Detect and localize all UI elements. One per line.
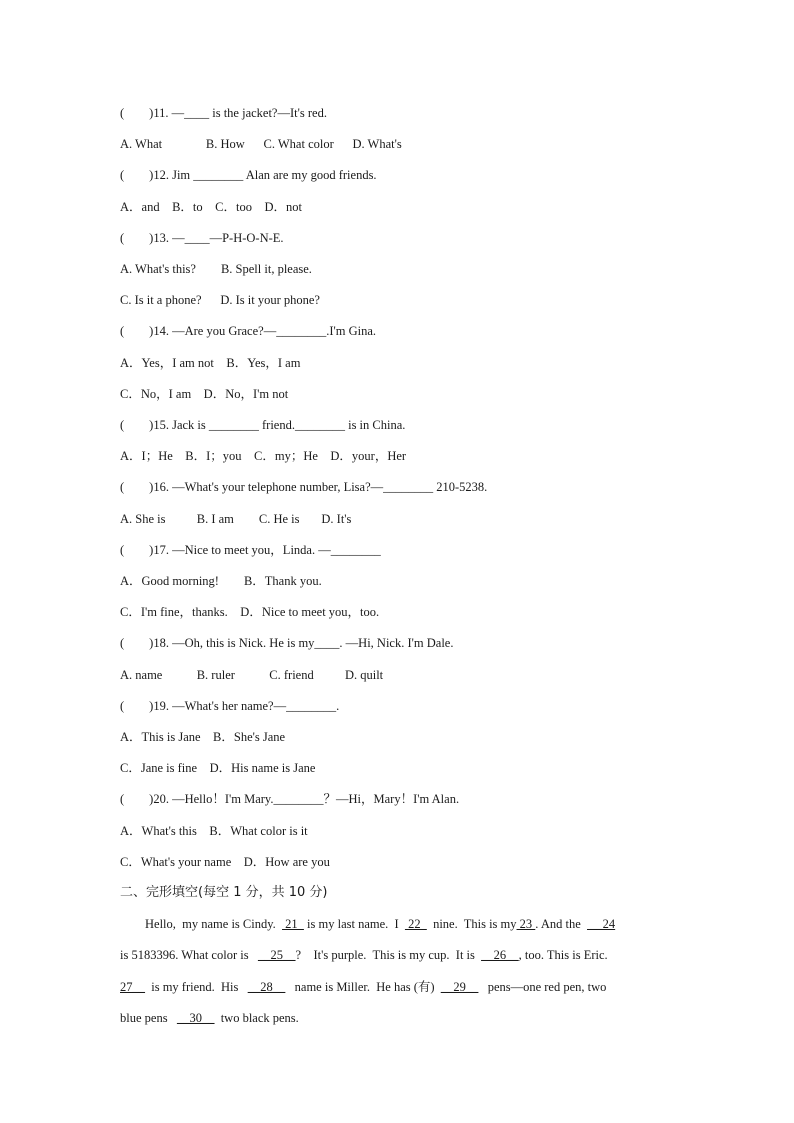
question-options: A．Good morning! B．Thank you. (120, 574, 322, 588)
passage-text: , too. This is Eric. (518, 948, 608, 963)
question-stem: ( )19. —What's her name?—________. (120, 698, 340, 713)
passage-text: Hello, my name is Cindy. (120, 917, 283, 932)
passage-text: is my last name. I (303, 917, 405, 932)
question-stem: ( )11. —____ is the jacket?—It's red. (120, 106, 327, 120)
cloze-passage-line (120, 979, 674, 995)
question-options: A．Yes，I am not B．Yes，I am (120, 355, 301, 370)
question-options: A．This is Jane B．She's Jane (120, 730, 286, 744)
question-stem: ( )16. —What's your telephone number, Lisa?—________ 210-5238. (120, 480, 488, 495)
question-stem: ( )13. —____—P-H-O-N-E. (120, 230, 284, 245)
cloze-blank: __30__ (176, 1010, 215, 1025)
passage-text: name is Miller. He has (有) (285, 979, 441, 994)
cloze-blank: __25__ (257, 948, 296, 963)
cloze-passage-line (120, 947, 674, 963)
question-stem: ( )18. —Oh, this is Nick. He is my____. —Hi, Nick. I'm Dale. (120, 636, 454, 651)
question-options: A．What's this B．What color is it (120, 823, 308, 838)
passage-text: nine. This is my (426, 917, 517, 932)
cloze-blank: 27__ (120, 979, 145, 994)
cloze-passage-line (120, 1010, 674, 1026)
cloze-blank: __24 (587, 917, 616, 932)
cloze-blank: __26__ (481, 948, 519, 963)
passage-text: blue pens (120, 1010, 177, 1025)
question-stem: ( )12. Jim ________ Alan are my good friends. (120, 168, 377, 183)
question-options: A. name B. ruler C. friend D. quilt (120, 667, 384, 682)
question-options: C. Is it a phone? D. Is it your phone? (120, 293, 320, 308)
cloze-blank: 22 (404, 917, 427, 932)
question-options: C．What's your name D．How are you (120, 854, 330, 869)
question-stem: ( )20. —Hello！I'm Mary.________？—Hi，Mary！I'm Alan. (120, 792, 460, 807)
question-options: C．I'm fine，thanks. D．Nice to meet you，too. (120, 605, 380, 620)
passage-text: ? It's purple. This is my cup. It is (295, 948, 482, 963)
cloze-passage-line (120, 916, 674, 932)
cloze-blank: 21 (282, 917, 304, 932)
passage-text: pens—one red pen, two (478, 979, 607, 994)
question-stem: ( )17. —Nice to meet you，Linda. —________ (120, 542, 381, 557)
passage-text: is 5183396. What color is (120, 948, 258, 963)
cloze-blank: 23 (516, 917, 536, 932)
cloze-blank: __28__ (247, 979, 286, 994)
passage-text: two black pens. (214, 1010, 299, 1025)
cloze-blank: __29__ (440, 979, 479, 994)
passage-text: is my friend. His (145, 979, 248, 994)
question-options: A．and B．to C．too D．not (120, 199, 302, 214)
question-stem: ( )14. —Are you Grace?—________.I'm Gina. (120, 324, 377, 339)
section-heading: 二、完形填空(每空 1 分，共 10 分) (120, 885, 328, 900)
question-stem: ( )15. Jack is ________ friend.________ is in China. (120, 418, 406, 432)
passage-text: . And the (535, 917, 588, 932)
question-options: A. What B. How C. What color D. What's (120, 137, 402, 152)
question-options: A．I；He B．I；you C．my；He D．your，Her (120, 449, 407, 464)
question-options: C．Jane is fine D．His name is Jane (120, 761, 316, 776)
question-options: C．No，I am D．No，I'm not (120, 386, 289, 401)
question-options: A. What's this? B. Spell it, please. (120, 262, 312, 276)
question-options: A. She is B. I am C. He is D. It's (120, 511, 352, 526)
